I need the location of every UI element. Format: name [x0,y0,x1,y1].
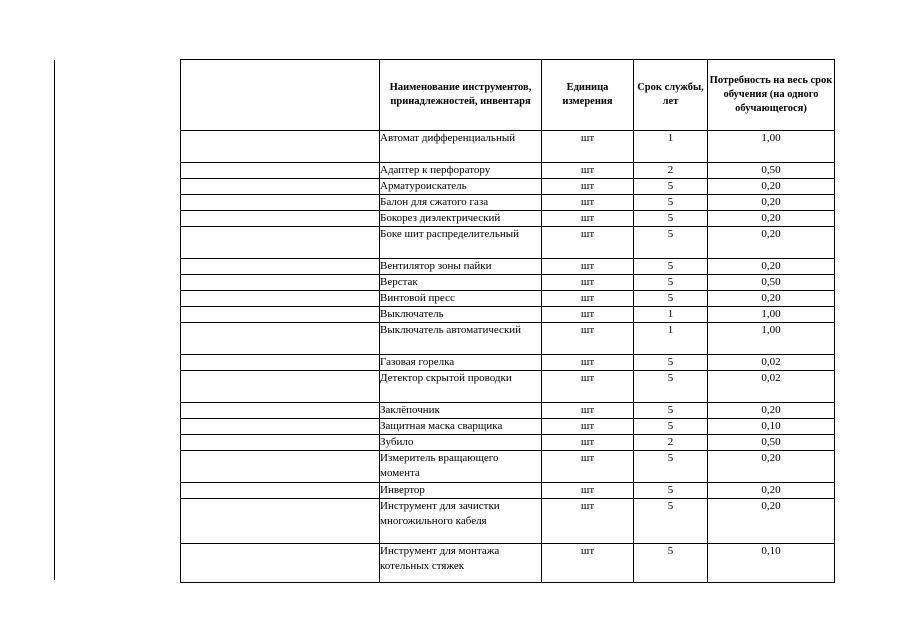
item-need: 1,00 [708,323,835,355]
item-unit: шт [542,291,634,307]
table-row [181,227,835,259]
item-unit: шт [542,403,634,419]
item-need: 1,00 [708,131,835,163]
item-name: Арматуроискатель [380,179,542,195]
header-blank-cell [181,60,380,131]
item-name: Вентилятор зоны пайки [380,259,542,275]
item-life: 1 [634,323,708,355]
item-name: Инвертор [380,483,542,499]
item-need: 0,50 [708,435,835,451]
item-unit: шт [542,499,634,544]
blank-cell [181,163,380,179]
table-row [181,307,835,323]
item-life: 5 [634,275,708,291]
item-name: Заклёпочник [380,403,542,419]
item-unit: шт [542,371,634,403]
item-need: 0,20 [708,179,835,195]
table-row [181,499,835,544]
item-life: 1 [634,307,708,323]
item-name: Винтовой пресс [380,291,542,307]
table-row [181,451,835,483]
item-name: Автомат дифференциальный [380,131,542,163]
inventory-table [180,59,835,583]
item-need: 0,02 [708,355,835,371]
table-row [181,275,835,291]
item-name: Инструмент для зачистки многожильного кабеля [380,499,542,544]
item-need: 0,20 [708,291,835,307]
item-need: 0,20 [708,499,835,544]
item-life: 5 [634,483,708,499]
item-name: Выключатель автоматический [380,323,542,355]
table-header-row [181,60,835,131]
blank-cell [181,435,380,451]
table-row [181,323,835,355]
item-unit: шт [542,419,634,435]
item-unit: шт [542,323,634,355]
header-name: Наименование инструментов, принадлежностей, инвентаря [380,60,542,131]
blank-cell [181,195,380,211]
blank-cell [181,355,380,371]
item-need: 0,20 [708,259,835,275]
item-life: 2 [634,435,708,451]
blank-cell [181,544,380,583]
page-margin-line [54,60,55,580]
item-life: 5 [634,355,708,371]
item-unit: шт [542,435,634,451]
item-life: 5 [634,291,708,307]
item-unit: шт [542,163,634,179]
item-name: Детектор скрытой проводки [380,371,542,403]
item-unit: шт [542,451,634,483]
table-row [181,483,835,499]
item-need: 0,20 [708,227,835,259]
item-need: 0,20 [708,451,835,483]
blank-cell [181,179,380,195]
table-row [181,259,835,275]
header-unit: Единица измерения [542,60,634,131]
table-row [181,435,835,451]
item-life: 5 [634,419,708,435]
item-name: Адаптер к перфоратору [380,163,542,179]
table-row [181,163,835,179]
item-life: 1 [634,131,708,163]
item-need: 0,20 [708,403,835,419]
table-row [181,355,835,371]
item-name: Боке шит распределительный [380,227,542,259]
table-row [181,544,835,583]
item-life: 5 [634,371,708,403]
item-name: Зубило [380,435,542,451]
item-name: Защитная маска сварщика [380,419,542,435]
item-unit: шт [542,211,634,227]
item-unit: шт [542,544,634,583]
item-need: 0,02 [708,371,835,403]
item-unit: шт [542,355,634,371]
blank-cell [181,323,380,355]
item-need: 0,50 [708,275,835,291]
item-unit: шт [542,483,634,499]
item-life: 5 [634,259,708,275]
blank-cell [181,419,380,435]
blank-cell [181,131,380,163]
blank-cell [181,499,380,544]
blank-cell [181,291,380,307]
blank-cell [181,371,380,403]
table-row [181,403,835,419]
item-need: 0,20 [708,211,835,227]
item-name: Верстак [380,275,542,291]
item-life: 5 [634,451,708,483]
item-name: Бокорез диэлектрический [380,211,542,227]
table-row [181,179,835,195]
blank-cell [181,451,380,483]
item-unit: шт [542,131,634,163]
table-row [181,419,835,435]
item-life: 5 [634,179,708,195]
item-name: Измеритель вращающего момента [380,451,542,483]
item-life: 5 [634,403,708,419]
table-row [181,131,835,163]
item-need: 0,10 [708,419,835,435]
item-need: 0,50 [708,163,835,179]
item-life: 5 [634,227,708,259]
blank-cell [181,483,380,499]
blank-cell [181,211,380,227]
item-life: 5 [634,211,708,227]
blank-cell [181,227,380,259]
item-life: 2 [634,163,708,179]
item-unit: шт [542,259,634,275]
item-need: 1,00 [708,307,835,323]
item-unit: шт [542,195,634,211]
item-need: 0,20 [708,483,835,499]
table-row [181,371,835,403]
item-unit: шт [542,227,634,259]
table-row [181,211,835,227]
item-name: Газовая горелка [380,355,542,371]
item-need: 0,10 [708,544,835,583]
table-row [181,291,835,307]
blank-cell [181,259,380,275]
table-row [181,195,835,211]
blank-cell [181,275,380,291]
blank-cell [181,307,380,323]
item-name: Балон для сжатого газа [380,195,542,211]
item-unit: шт [542,275,634,291]
blank-cell [181,403,380,419]
item-life: 5 [634,499,708,544]
header-need: Потребность на весь срок обучения (на одного обучающегося) [708,60,835,131]
item-unit: шт [542,307,634,323]
item-name: Выключатель [380,307,542,323]
item-unit: шт [542,179,634,195]
header-life: Срок службы, лет [634,60,708,131]
item-need: 0,20 [708,195,835,211]
item-life: 5 [634,544,708,583]
item-life: 5 [634,195,708,211]
item-name: Инструмент для монтажа котельных стяжек [380,544,542,583]
